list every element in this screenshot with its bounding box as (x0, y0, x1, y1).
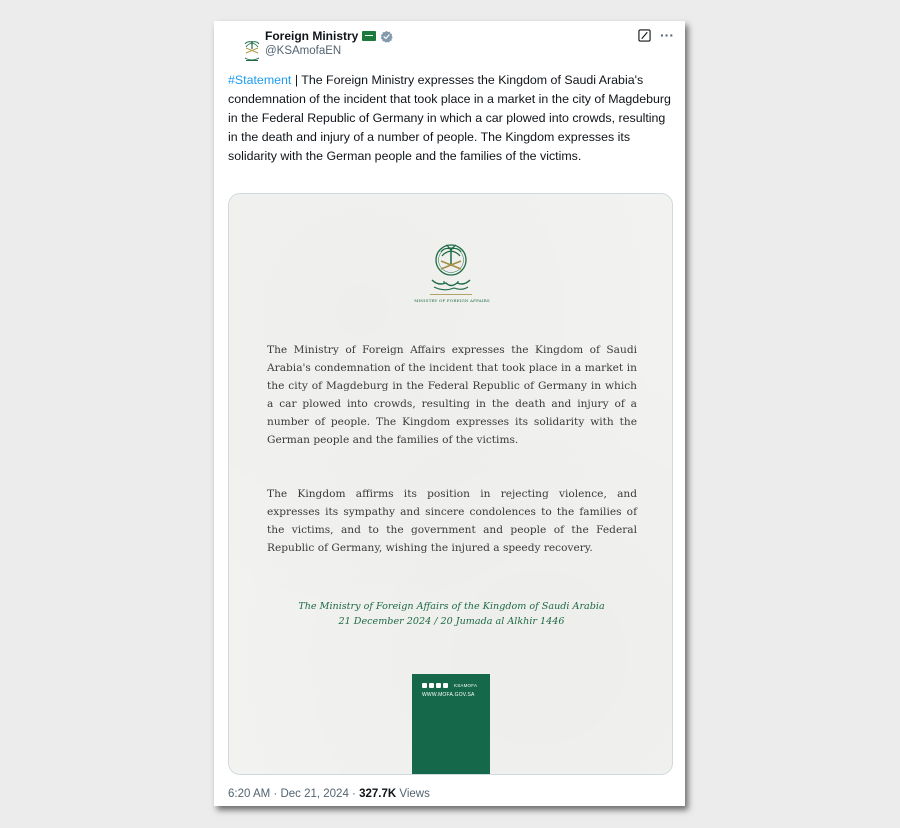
views-label: Views (396, 788, 430, 800)
verified-badge-icon (380, 30, 393, 43)
signature-line-2: 21 December 2024 / 20 Jumada al Alkhir 1446 (338, 616, 565, 627)
tweet-footer (228, 788, 430, 800)
x-icon (443, 683, 448, 688)
signature-line-1: The Ministry of Foreign Affairs of the Kingdom of Saudi Arabia (298, 601, 605, 612)
emblem-caption: MINISTRY OF FOREIGN AFFAIRS (414, 298, 490, 303)
views-count: 327.7K (359, 788, 397, 800)
document-paragraph-1: The Ministry of Foreign Affairs expresses the Kingdom of Saudi Arabia's condemnation of the incident that took place in a market in the city of Magdeburg in the Federal Republic of Germany in which a car plowed into crowds, resulting in the death and injury of a number of people. The Kingdom expresses its solidarity with the German people and the families of the victims. (267, 344, 637, 446)
more-icon[interactable]: ··· (660, 27, 674, 43)
facebook-icon (429, 683, 434, 688)
tweet-text (228, 71, 673, 166)
youtube-icon (422, 683, 427, 688)
website-url: WWW.MOFA.GOV.SA (422, 692, 475, 698)
tweet-time[interactable]: 6:20 AM (228, 788, 271, 800)
hashtag-link[interactable]: #Statement (228, 73, 292, 87)
separator: · (270, 788, 281, 800)
tweet-card[interactable] (214, 21, 685, 806)
social-icons-row (422, 683, 477, 688)
social-handle: KSAMOFA (454, 683, 478, 688)
tweet-body: | The Foreign Ministry expresses the Kingdom of Saudi Arabia's condemnation of the incident that took place in a market in the city of Magdeburg in the Federal Republic of Germany in which a car plowed into crowds, resulting in the death and injury of a number of people. The Kingdom expresses its solidarity with the German people and the families of the victims. (228, 73, 671, 163)
document-paragraph-2: The Kingdom affirms its position in rejecting violence, and expresses its sympathy and sincere condolences to the families of the victims, and to the government and people of the Federal Republic of Germany, wishing the injured a speedy recovery. (267, 488, 637, 554)
mofa-emblem-icon (424, 240, 478, 304)
account-handle[interactable]: @KSAmofaEN (265, 45, 342, 57)
account-name[interactable]: Foreign Ministry (265, 29, 359, 43)
document-signature (249, 599, 654, 629)
grok-icon[interactable] (638, 29, 651, 42)
tweet-media-image[interactable] (228, 193, 673, 775)
tweet-date[interactable]: Dec 21, 2024 (280, 788, 349, 800)
separator-2: · (348, 788, 360, 800)
avatar-emblem-icon (241, 39, 263, 65)
instagram-icon (436, 683, 441, 688)
account-name-row[interactable] (265, 29, 393, 43)
saudi-flag-icon (362, 31, 376, 41)
statement-document (229, 194, 672, 774)
mofa-contact-panel (412, 674, 490, 774)
